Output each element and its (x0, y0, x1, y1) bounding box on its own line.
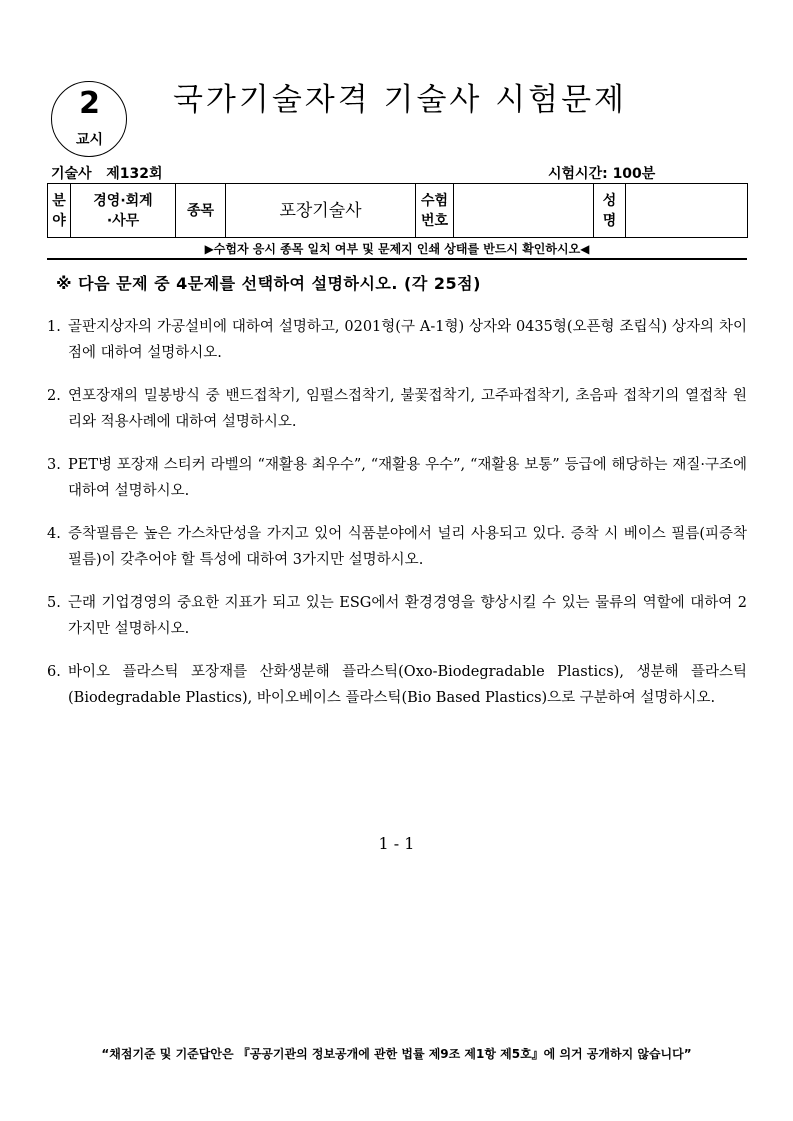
name-label-line-1: 성 (602, 192, 617, 209)
session-number: 2 (79, 86, 100, 121)
exam-number-label-line-2: 번호 (420, 212, 449, 229)
field-label-line-2: 야 (52, 212, 66, 229)
question-text: 바이오 플라스틱 포장재를 산화생분해 플라스틱(Oxo-Biodegradable Plastics), 생분해 플라스틱(Biodegradable Plastics), 바이오베이스 플라스틱(Bio Based Plastics)으로 구분하여 설명하시오. (68, 664, 747, 706)
question-text: 골판지상자의 가공설비에 대하여 설명하고, 0201형(구 A-1형) 상자와 0435형(오픈형 조립식) 상자의 차이점에 대하여 설명하시오. (68, 319, 747, 361)
question-text: 연포장재의 밀봉방식 중 밴드접착기, 임펄스접착기, 불꽃접착기, 고주파접착기, 초음파 접착기의 열접착 원리와 적용사례에 대하여 설명하시오. (68, 388, 747, 430)
page-number: 1 - 1 (378, 834, 415, 853)
category-label-cell: 종목 (176, 184, 226, 238)
question-number: 4. (47, 526, 61, 542)
exam-number-label-line-1: 수험 (420, 192, 449, 209)
field-label-cell (48, 184, 71, 238)
category-value-cell: 포장기술사 (226, 184, 416, 238)
question-item (47, 521, 747, 573)
question-text: PET병 포장재 스티커 라벨의 “재활용 최우수”, “재활용 우수”, “재활용 보통” 등급에 해당하는 재질·구조에 대하여 설명하시오. (68, 457, 747, 499)
question-number: 3. (47, 457, 61, 473)
footer-notice: “채점기준 및 기준답안은 『공공기관의 정보공개에 관한 법률 제9조 제1항 제5호』에 의거 공개하지 않습니다” (101, 1047, 692, 1061)
exam-round: 기술사 제132회 (51, 166, 163, 182)
notice-text: ▶수험자 응시 종목 일치 여부 및 문제지 인쇄 상태를 반드시 확인하시오◀ (204, 242, 590, 256)
instruction-text: ※ 다음 문제 중 4문제를 선택하여 설명하시오. (각 25점) (56, 274, 481, 293)
question-item (47, 383, 747, 435)
exam-number-label-cell (416, 184, 454, 238)
question-number: 5. (47, 595, 61, 611)
question-number: 6. (47, 664, 61, 680)
exam-info-table (47, 183, 748, 238)
field-label-line-1: 분 (52, 192, 66, 209)
exam-number-field[interactable] (454, 184, 594, 238)
question-item (47, 590, 747, 642)
question-list (47, 314, 747, 728)
question-number: 1. (47, 319, 61, 335)
name-label-line-2: 명 (602, 212, 617, 229)
page-title: 국가기술자격 기술사 시험문제 (172, 82, 627, 118)
exam-time: 시험시간: 100분 (548, 166, 656, 182)
field-value-cell (71, 184, 176, 238)
question-item (47, 452, 747, 504)
question-item (47, 314, 747, 366)
divider (47, 258, 747, 260)
question-text: 근래 기업경영의 중요한 지표가 되고 있는 ESG에서 환경경영을 향상시킬 수 있는 물류의 역할에 대하여 2가지만 설명하시오. (68, 595, 747, 637)
name-field[interactable] (626, 184, 748, 238)
question-number: 2. (47, 388, 61, 404)
field-value-line-2: ·사무 (106, 212, 140, 229)
question-text: 증착필름은 높은 가스차단성을 가지고 있어 식품분야에서 널리 사용되고 있다. 증착 시 베이스 필름(피증착필름)이 갖추어야 할 특성에 대하여 3가지만 설명하시오. (68, 526, 747, 568)
question-item (47, 659, 747, 711)
field-value-line-1: 경영·회계 (93, 192, 153, 209)
name-label-cell (594, 184, 626, 238)
session-label: 교시 (75, 132, 104, 148)
